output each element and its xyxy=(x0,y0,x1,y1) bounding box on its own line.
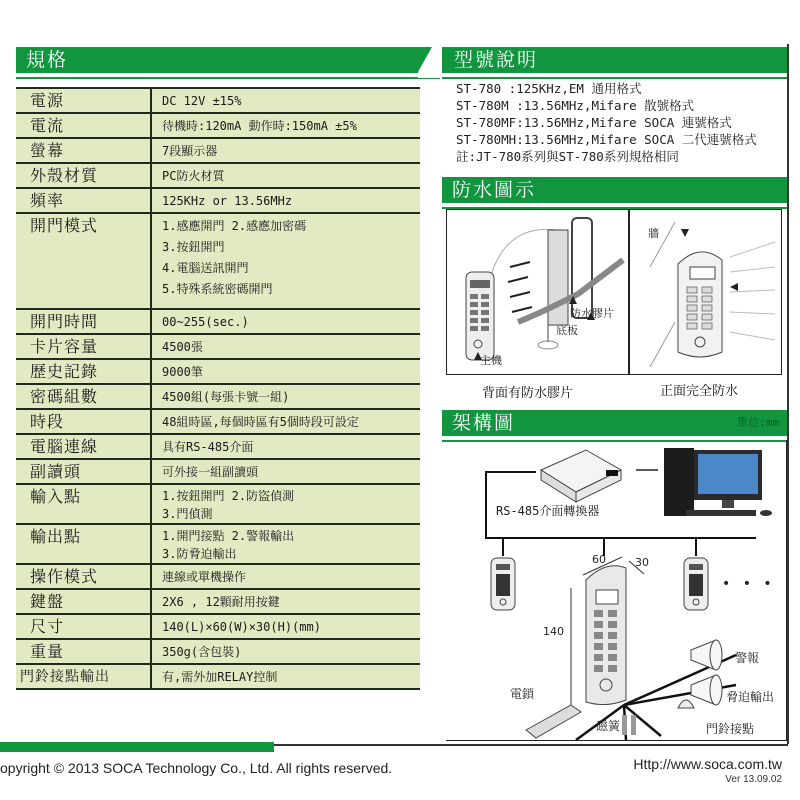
footer-green-bar xyxy=(0,742,274,752)
spec-row xyxy=(16,459,420,484)
spec-value-line: 140(L)×60(W)×30(H)(mm) xyxy=(162,620,321,634)
spec-value xyxy=(151,213,420,309)
spec-key: 鍵盤 xyxy=(16,589,151,614)
spec-section-title: 規格 xyxy=(26,49,69,71)
spec-value-line: 1.開門接點 2.警報輸出 xyxy=(162,529,295,543)
copyright-text: opyright © 2013 SOCA Technology Co., Ltd. All rights reserved. xyxy=(0,760,393,776)
spec-row xyxy=(16,334,420,359)
spec-row xyxy=(16,309,420,334)
spec-key: 輸出點 xyxy=(16,524,151,564)
architecture-section-title: 架構圖 xyxy=(452,412,516,434)
unit-label: 單位:mm xyxy=(737,416,779,429)
spec-value xyxy=(151,459,420,484)
spec-row xyxy=(16,113,420,138)
back-caption: 背面有防水膠片 xyxy=(482,386,574,401)
magnetic-label: 磁簧 xyxy=(596,719,621,733)
spec-row xyxy=(16,434,420,459)
spec-value-line: 48組時區,每個時區有5個時段可設定 xyxy=(162,415,359,429)
doorbell-label: 門鈴接點 xyxy=(706,722,755,736)
spec-key: 密碼組數 xyxy=(16,384,151,409)
spec-value-line: 可外接一組副讀頭 xyxy=(162,465,259,479)
spec-key: 電源 xyxy=(16,88,151,113)
spec-key: 開門模式 xyxy=(16,213,151,309)
spec-value xyxy=(151,524,420,564)
duress-label: 脅迫輸出 xyxy=(726,690,775,704)
spec-row xyxy=(16,359,420,384)
more-readers-ellipsis: • • • xyxy=(722,576,776,592)
spec-key: 卡片容量 xyxy=(16,334,151,359)
model-section-title: 型號說明 xyxy=(454,49,539,71)
spec-value-line: 9000筆 xyxy=(162,365,203,379)
spec-row xyxy=(16,163,420,188)
spec-key: 螢幕 xyxy=(16,138,151,163)
spec-value-line: DC 12V ±15% xyxy=(162,94,242,108)
spec-key: 門鈴接點輸出 xyxy=(16,664,151,689)
dim-width: 60 xyxy=(592,553,606,566)
spec-value-line: 350g(含包裝) xyxy=(162,645,242,659)
main-unit-label: 主機 xyxy=(480,354,502,367)
wall-label: 牆 xyxy=(648,227,659,240)
spec-key: 外殼材質 xyxy=(16,163,151,188)
spec-value xyxy=(151,664,420,689)
base-label: 底板 xyxy=(556,324,578,337)
spec-value-line: 7段顯示器 xyxy=(162,144,218,158)
model-line: ST-780 :125KHz,EM 通用格式 xyxy=(456,81,642,96)
spec-value-line: 具有RS-485介面 xyxy=(162,440,254,454)
spec-key: 操作模式 xyxy=(16,564,151,589)
back-gasket-illustration xyxy=(448,212,628,372)
spec-value xyxy=(151,188,420,213)
spec-value xyxy=(151,589,420,614)
spec-value-line: 4500張 xyxy=(162,340,203,354)
spec-value-line: 5.特殊系統密碼開門 xyxy=(162,282,273,296)
spec-row xyxy=(16,664,420,689)
model-line: ST-780MF:13.56MHz,Mifare SOCA 連號格式 xyxy=(456,115,732,130)
spec-key: 輸入點 xyxy=(16,484,151,524)
spec-value-line: 4500組(每張卡號一組) xyxy=(162,390,290,404)
spec-value-line: 待機時:120mA 動作時:150mA ±5% xyxy=(162,119,357,133)
spec-value xyxy=(151,384,420,409)
spec-value-line: 00~255(sec.) xyxy=(162,315,249,329)
model-list xyxy=(456,80,757,165)
spec-value xyxy=(151,88,420,113)
spec-value xyxy=(151,614,420,639)
spec-value-line: 4.電腦送訊開門 xyxy=(162,261,249,275)
version-text: Ver 13.09.02 xyxy=(725,774,782,785)
spec-value xyxy=(151,138,420,163)
spec-value xyxy=(151,359,420,384)
spec-key: 歷史記錄 xyxy=(16,359,151,384)
spec-row xyxy=(16,138,420,163)
spec-row xyxy=(16,213,420,309)
spec-value xyxy=(151,163,420,188)
gasket-label: 防水膠片 xyxy=(570,307,614,320)
waterproof-section-header xyxy=(442,177,787,203)
spec-value-line: 125KHz or 13.56MHz xyxy=(162,194,293,208)
dim-depth: 30 xyxy=(635,556,649,569)
spec-value-line: 3.門偵測 xyxy=(162,507,213,521)
spec-key: 尺寸 xyxy=(16,614,151,639)
waterproof-section-title: 防水圖示 xyxy=(452,179,537,201)
spec-value xyxy=(151,639,420,664)
model-section-header xyxy=(442,47,787,73)
spec-value-line: 3.按鈕開門 xyxy=(162,240,225,254)
spec-value xyxy=(151,484,420,524)
spec-row xyxy=(16,384,420,409)
website-link[interactable]: Http://www.soca.com.tw xyxy=(633,756,782,772)
spec-row xyxy=(16,564,420,589)
spec-value xyxy=(151,434,420,459)
spec-value-line: 3.防脅迫輸出 xyxy=(162,547,237,561)
footer-divider xyxy=(274,744,788,746)
spec-value-line: 有,需外加RELAY控制 xyxy=(162,670,278,684)
spec-row xyxy=(16,188,420,213)
converter-label: RS-485介面轉換器 xyxy=(496,504,600,518)
spec-value-line: 1.感應開門 2.感應加密碼 xyxy=(162,219,307,233)
spec-row xyxy=(16,409,420,434)
alarm-label: 警報 xyxy=(735,651,760,665)
spec-value xyxy=(151,564,420,589)
spec-row xyxy=(16,614,420,639)
reader-small-right xyxy=(684,558,708,610)
front-caption: 正面完全防水 xyxy=(660,384,739,399)
model-line: ST-780M :13.56MHz,Mifare 散號格式 xyxy=(456,98,695,113)
architecture-section-header xyxy=(442,410,787,436)
spec-section-header xyxy=(16,47,440,73)
spec-key: 電腦連線 xyxy=(16,434,151,459)
spec-row xyxy=(16,484,420,524)
spec-value-line: 2X6 , 12顆耐用按鍵 xyxy=(162,595,280,609)
spec-row xyxy=(16,88,420,113)
spec-key: 開門時間 xyxy=(16,309,151,334)
spec-value xyxy=(151,334,420,359)
spec-key: 時段 xyxy=(16,409,151,434)
lock-label: 電鎖 xyxy=(510,687,535,701)
dim-height: 140 xyxy=(543,625,564,638)
reader-small-left xyxy=(491,558,515,610)
spec-value xyxy=(151,309,420,334)
model-line: ST-780MH:13.56MHz,Mifare SOCA 二代連號格式 xyxy=(456,132,757,147)
model-note: 註:JT-780系列與ST-780系列規格相同 xyxy=(456,149,679,164)
spec-row xyxy=(16,639,420,664)
spec-row xyxy=(16,589,420,614)
right-panel-border xyxy=(787,44,789,744)
spec-value xyxy=(151,409,420,434)
spec-key: 重量 xyxy=(16,639,151,664)
spec-row xyxy=(16,524,420,564)
spec-table xyxy=(16,87,420,690)
spec-key: 電流 xyxy=(16,113,151,138)
spec-value-line: PC防火材質 xyxy=(162,169,225,183)
spec-value-line: 1.按鈕開門 2.防盜偵測 xyxy=(162,489,295,503)
spec-value-line: 連線或單機操作 xyxy=(162,570,247,584)
spec-key: 頻率 xyxy=(16,188,151,213)
spec-value xyxy=(151,113,420,138)
spec-key: 副讀頭 xyxy=(16,459,151,484)
